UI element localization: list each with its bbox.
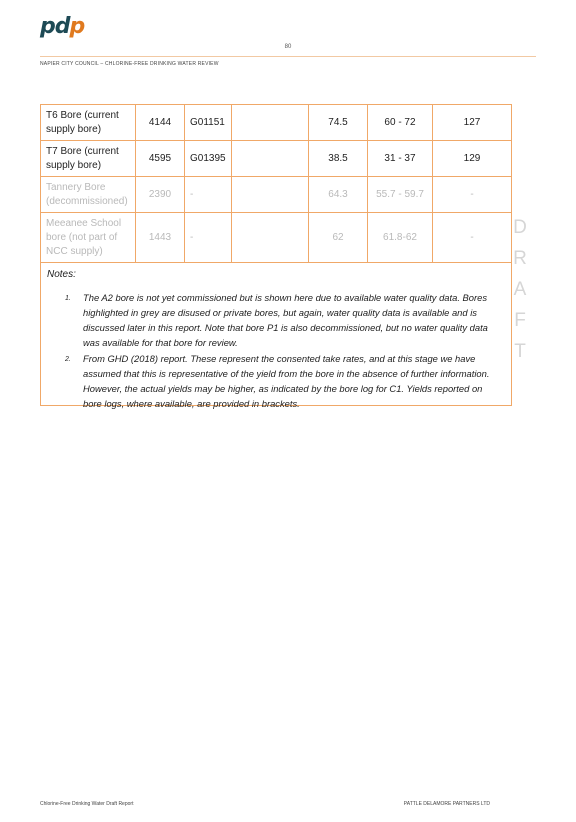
bore-table-box: [40, 104, 512, 409]
table-cell: 74.5: [309, 105, 368, 141]
table-cell: [232, 105, 309, 141]
note-text: From GHD (2018) report. These represent the consented take rates, and at this stage we have assumed that this is representative of the yield from the bore in the absence of further information. However, the actual yields may be higher, as indicated by the bore log for C1. Yields reported on bore logs, where available, are provided in brackets.: [83, 353, 490, 409]
table-cell: [232, 177, 309, 213]
footer-report-title: Chlorine-Free Drinking Water Draft Report: [40, 801, 134, 807]
table-cell: 1443: [136, 213, 185, 263]
bore-name-line: supply bore): [46, 159, 102, 171]
table-cell: -: [185, 177, 232, 213]
bore-name-cell: [41, 213, 136, 263]
notes-heading: Notes:: [47, 269, 76, 280]
bore-name-line: (decommissioned): [46, 195, 128, 207]
table-cell: 55.7 - 59.7: [368, 177, 433, 213]
note-text: The A2 bore is not yet commissioned but is shown here due to available water quality data. Bores highlighted in grey are disused or private bores, but again, water quality data is available and is discussed later in this report. Note that bore P1 is also decommissioned, but no water quality data was available for that bore for review.: [83, 292, 488, 348]
note-item: [65, 351, 500, 411]
watermark-letter: A: [513, 279, 527, 300]
bore-name-line: T7 Bore (current: [46, 145, 119, 157]
table-cell: 129: [433, 141, 512, 177]
table-cell: 2390: [136, 177, 185, 213]
table-cell: G01395: [185, 141, 232, 177]
bore-name-line: T6 Bore (current: [46, 109, 119, 121]
table-row: [41, 105, 511, 141]
header-divider: [40, 56, 536, 57]
bore-name-line: NCC supply): [46, 245, 103, 257]
table-row: [41, 177, 511, 213]
bore-name-cell: [41, 141, 136, 177]
table-cell: 31 - 37: [368, 141, 433, 177]
table-cell: -: [433, 177, 512, 213]
table-row: [41, 213, 511, 263]
bore-name-line: supply bore): [46, 123, 102, 135]
bore-name-line: bore (not part of: [46, 231, 118, 243]
logo-accent-text: p: [69, 14, 85, 39]
table-row: [41, 141, 511, 177]
table-cell: 4144: [136, 105, 185, 141]
watermark-letter: F: [514, 310, 526, 331]
table-cell: 4595: [136, 141, 185, 177]
table-cell: 61.8-62: [368, 213, 433, 263]
footer-company-name: PATTLE DELAMORE PARTNERS LTD: [403, 801, 490, 807]
note-number: 1.: [65, 295, 71, 302]
bore-name-line: Meeanee School: [46, 217, 122, 229]
company-logo: [40, 14, 84, 39]
note-number: 2.: [65, 356, 71, 363]
bore-name-line: Tannery Bore: [46, 181, 106, 193]
table-cell: 127: [433, 105, 512, 141]
table-cell: G01151: [185, 105, 232, 141]
table-cell: -: [433, 213, 512, 263]
table-cell: [232, 213, 309, 263]
watermark-letter: D: [513, 217, 527, 238]
table-cell: 60 - 72: [368, 105, 433, 141]
page-number: 80: [284, 44, 292, 50]
watermark-letter: T: [514, 341, 526, 362]
draft-watermark: [513, 212, 527, 367]
bore-name-cell: [41, 177, 136, 213]
bore-table: [41, 105, 511, 263]
table-cell: 38.5: [309, 141, 368, 177]
table-cell: 62: [309, 213, 368, 263]
running-header: NAPIER CITY COUNCIL – CHLORINE-FREE DRINKING WATER REVIEW: [40, 61, 219, 67]
table-cell: [232, 141, 309, 177]
table-cell: 64.3: [309, 177, 368, 213]
table-cell: -: [185, 213, 232, 263]
bore-name-cell: [41, 105, 136, 141]
note-item: [65, 290, 500, 350]
logo-text: pd: [40, 14, 70, 39]
watermark-letter: R: [513, 248, 527, 269]
